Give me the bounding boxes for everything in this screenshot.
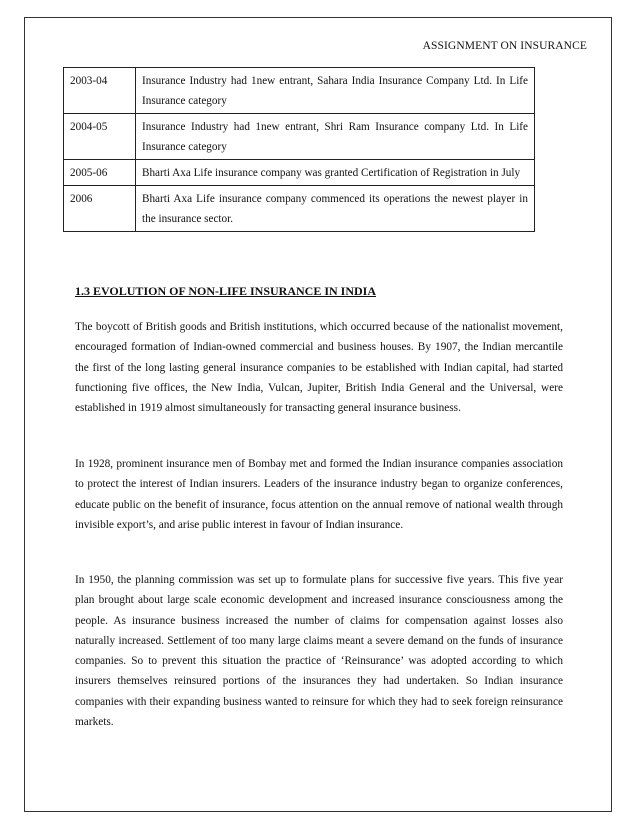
year-cell: 2005-06 [64, 160, 136, 186]
table-row [64, 160, 535, 186]
body-paragraph: In 1950, the planning commission was set up to formulate plans for successive five years. This five year plan brought about large scale economic development and increased insurance consciousness among the people. As insurance business increased the number of claims for compensation against losses also naturally increased. Settlement of too many large claims meant a severe demand on the funds of insurance companies. So to prevent this situation the practice of ‘Reinsurance’ was adopted according to which insurers themselves reinsured portions of the insurances they had undertaken. So Indian insurance companies with their expanding business wanted to reinsure for which they had to seek foreign reinsurance markets. [75, 574, 563, 729]
section-heading: 1.3 EVOLUTION OF NON-LIFE INSURANCE IN INDIA [75, 284, 377, 298]
year-cell: 2004-05 [64, 114, 136, 160]
page-header: ASSIGNMENT ON INSURANCE [422, 40, 587, 52]
year-cell: 2006 [64, 186, 136, 232]
body-paragraph: In 1928, prominent insurance men of Bombay met and formed the Indian insurance companies association to protect the interest of Indian insurers. Leaders of the insurance industry began to organize conferences, educate public on the benefit of insurance, focus attention on the annual remove of national wealth through invisible export’s, and arise public interest in favour of Indian insurance. [75, 458, 563, 531]
table-row [64, 114, 535, 160]
body-paragraph: The boycott of British goods and British institutions, which occurred because of the nationalist movement, encouraged formation of Indian-owned commercial and business houses. By 1907, the Indian mercantile the first of the long lasting general insurance companies to be established with Indian capital, had started functioning five offices, the New India, Vulcan, Jupiter, British India General and the Universal, were established in 1919 almost simultaneously for transacting general insurance business. [75, 321, 563, 415]
year-cell: 2003-04 [64, 68, 136, 114]
description-cell: Bharti Axa Life insurance company was granted Certification of Registration in July [136, 160, 535, 186]
table-row [64, 68, 535, 114]
description-cell: Insurance Industry had 1new entrant, Shri Ram Insurance company Ltd. In Life Insurance category [136, 114, 535, 160]
description-cell: Insurance Industry had 1new entrant, Sahara India Insurance Company Ltd. In Life Insurance category [136, 68, 535, 114]
description-cell: Bharti Axa Life insurance company commenced its operations the newest player in the insurance sector. [136, 186, 535, 232]
insurance-timeline-table [63, 67, 535, 232]
table-row [64, 186, 535, 232]
